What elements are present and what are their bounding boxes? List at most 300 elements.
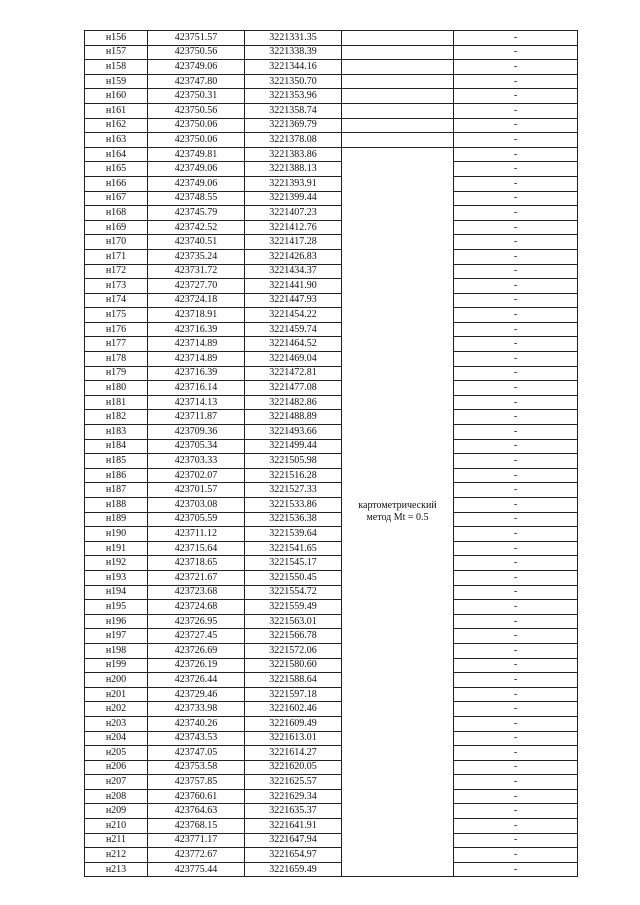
error-cell: - (454, 45, 578, 60)
error-cell: - (454, 498, 578, 513)
table-row (85, 673, 578, 688)
x-coordinate-cell: 423771.17 (148, 833, 245, 848)
point-id-cell: н186 (85, 468, 148, 483)
table-row (85, 103, 578, 118)
y-coordinate-cell: 3221407.23 (245, 206, 342, 221)
error-cell: - (454, 103, 578, 118)
y-coordinate-cell: 3221383.86 (245, 147, 342, 162)
error-cell: - (454, 702, 578, 717)
table-row (85, 658, 578, 673)
x-coordinate-cell: 423733.98 (148, 702, 245, 717)
x-coordinate-cell: 423735.24 (148, 249, 245, 264)
error-cell: - (454, 760, 578, 775)
table-row (85, 556, 578, 571)
x-coordinate-cell: 423702.07 (148, 468, 245, 483)
point-id-cell: н203 (85, 716, 148, 731)
point-id-cell: н200 (85, 673, 148, 688)
table-row (85, 147, 578, 162)
table-row (85, 162, 578, 177)
table-row (85, 731, 578, 746)
point-id-cell: н157 (85, 45, 148, 60)
table-row (85, 206, 578, 221)
point-id-cell: н180 (85, 381, 148, 396)
x-coordinate-cell: 423714.13 (148, 395, 245, 410)
error-cell: - (454, 833, 578, 848)
error-cell: - (454, 147, 578, 162)
error-cell: - (454, 614, 578, 629)
x-coordinate-cell: 423726.69 (148, 643, 245, 658)
error-cell: - (454, 658, 578, 673)
y-coordinate-cell: 3221654.97 (245, 848, 342, 863)
y-coordinate-cell: 3221399.44 (245, 191, 342, 206)
y-coordinate-cell: 3221426.83 (245, 249, 342, 264)
point-id-cell: н173 (85, 279, 148, 294)
point-id-cell: н207 (85, 775, 148, 790)
error-cell: - (454, 220, 578, 235)
x-coordinate-cell: 423718.91 (148, 308, 245, 323)
x-coordinate-cell: 423760.61 (148, 789, 245, 804)
table-row (85, 819, 578, 834)
point-id-cell: н211 (85, 833, 148, 848)
x-coordinate-cell: 423740.51 (148, 235, 245, 250)
table-row (85, 176, 578, 191)
y-coordinate-cell: 3221412.76 (245, 220, 342, 235)
table-row (85, 293, 578, 308)
point-id-cell: н176 (85, 322, 148, 337)
y-coordinate-cell: 3221472.81 (245, 366, 342, 381)
y-coordinate-cell: 3221493.66 (245, 425, 342, 440)
table-row (85, 425, 578, 440)
y-coordinate-cell: 3221659.49 (245, 862, 342, 877)
error-cell: - (454, 162, 578, 177)
error-cell: - (454, 60, 578, 75)
x-coordinate-cell: 423772.67 (148, 848, 245, 863)
y-coordinate-cell: 3221635.37 (245, 804, 342, 819)
x-coordinate-cell: 423745.79 (148, 206, 245, 221)
point-id-cell: н199 (85, 658, 148, 673)
y-coordinate-cell: 3221516.28 (245, 468, 342, 483)
table-row (85, 498, 578, 513)
table-row (85, 862, 578, 877)
y-coordinate-cell: 3221331.35 (245, 31, 342, 46)
error-cell: - (454, 89, 578, 104)
error-cell: - (454, 352, 578, 367)
point-id-cell: н174 (85, 293, 148, 308)
x-coordinate-cell: 423749.06 (148, 60, 245, 75)
y-coordinate-cell: 3221464.52 (245, 337, 342, 352)
error-cell: - (454, 381, 578, 396)
error-cell: - (454, 410, 578, 425)
y-coordinate-cell: 3221505.98 (245, 454, 342, 469)
error-cell: - (454, 585, 578, 600)
x-coordinate-cell: 423727.70 (148, 279, 245, 294)
table-row (85, 716, 578, 731)
table-row (85, 337, 578, 352)
table-row (85, 468, 578, 483)
method-cell (342, 103, 454, 118)
x-coordinate-cell: 423743.53 (148, 731, 245, 746)
y-coordinate-cell: 3221338.39 (245, 45, 342, 60)
y-coordinate-cell: 3221454.22 (245, 308, 342, 323)
table-row (85, 118, 578, 133)
y-coordinate-cell: 3221580.60 (245, 658, 342, 673)
table-row (85, 249, 578, 264)
point-id-cell: н184 (85, 439, 148, 454)
point-id-cell: н178 (85, 352, 148, 367)
error-cell: - (454, 673, 578, 688)
x-coordinate-cell: 423747.80 (148, 74, 245, 89)
y-coordinate-cell: 3221353.96 (245, 89, 342, 104)
point-id-cell: н156 (85, 31, 148, 46)
y-coordinate-cell: 3221527.33 (245, 483, 342, 498)
x-coordinate-cell: 423764.63 (148, 804, 245, 819)
table-row (85, 746, 578, 761)
error-cell: - (454, 541, 578, 556)
y-coordinate-cell: 3221344.16 (245, 60, 342, 75)
y-coordinate-cell: 3221545.17 (245, 556, 342, 571)
x-coordinate-cell: 423711.12 (148, 527, 245, 542)
coordinates-table (84, 30, 578, 877)
x-coordinate-cell: 423742.52 (148, 220, 245, 235)
error-cell: - (454, 206, 578, 221)
y-coordinate-cell: 3221499.44 (245, 439, 342, 454)
error-cell: - (454, 687, 578, 702)
point-id-cell: н160 (85, 89, 148, 104)
point-id-cell: н171 (85, 249, 148, 264)
table-row (85, 133, 578, 148)
y-coordinate-cell: 3221550.45 (245, 570, 342, 585)
method-cell (342, 31, 454, 46)
x-coordinate-cell: 423703.08 (148, 498, 245, 513)
table-row (85, 381, 578, 396)
point-id-cell: н172 (85, 264, 148, 279)
error-cell: - (454, 395, 578, 410)
table-row (85, 848, 578, 863)
method-cell (342, 60, 454, 75)
table-row (85, 31, 578, 46)
x-coordinate-cell: 423726.19 (148, 658, 245, 673)
error-cell: - (454, 468, 578, 483)
error-cell: - (454, 789, 578, 804)
y-coordinate-cell: 3221563.01 (245, 614, 342, 629)
x-coordinate-cell: 423750.31 (148, 89, 245, 104)
point-id-cell: н205 (85, 746, 148, 761)
point-id-cell: н201 (85, 687, 148, 702)
x-coordinate-cell: 423716.14 (148, 381, 245, 396)
point-id-cell: н210 (85, 819, 148, 834)
x-coordinate-cell: 423750.06 (148, 133, 245, 148)
error-cell: - (454, 804, 578, 819)
y-coordinate-cell: 3221369.79 (245, 118, 342, 133)
point-id-cell: н168 (85, 206, 148, 221)
table-row (85, 191, 578, 206)
x-coordinate-cell: 423750.56 (148, 103, 245, 118)
table-row (85, 687, 578, 702)
point-id-cell: н170 (85, 235, 148, 250)
error-cell: - (454, 118, 578, 133)
table-row (85, 322, 578, 337)
table-row (85, 454, 578, 469)
error-cell: - (454, 439, 578, 454)
x-coordinate-cell: 423724.18 (148, 293, 245, 308)
y-coordinate-cell: 3221350.70 (245, 74, 342, 89)
table-row (85, 527, 578, 542)
point-id-cell: н182 (85, 410, 148, 425)
y-coordinate-cell: 3221566.78 (245, 629, 342, 644)
x-coordinate-cell: 423726.44 (148, 673, 245, 688)
error-cell: - (454, 527, 578, 542)
error-cell: - (454, 293, 578, 308)
point-id-cell: н204 (85, 731, 148, 746)
table-row (85, 643, 578, 658)
table-row (85, 45, 578, 60)
y-coordinate-cell: 3221609.49 (245, 716, 342, 731)
point-id-cell: н195 (85, 600, 148, 615)
error-cell: - (454, 308, 578, 323)
y-coordinate-cell: 3221417.28 (245, 235, 342, 250)
x-coordinate-cell: 423731.72 (148, 264, 245, 279)
x-coordinate-cell: 423749.06 (148, 176, 245, 191)
table-row (85, 235, 578, 250)
y-coordinate-cell: 3221469.04 (245, 352, 342, 367)
error-cell: - (454, 512, 578, 527)
error-cell: - (454, 337, 578, 352)
error-cell: - (454, 366, 578, 381)
error-cell: - (454, 483, 578, 498)
x-coordinate-cell: 423748.55 (148, 191, 245, 206)
x-coordinate-cell: 423716.39 (148, 322, 245, 337)
point-id-cell: н209 (85, 804, 148, 819)
y-coordinate-cell: 3221641.91 (245, 819, 342, 834)
table-row (85, 395, 578, 410)
table-row (85, 60, 578, 75)
error-cell: - (454, 600, 578, 615)
error-cell: - (454, 731, 578, 746)
error-cell: - (454, 249, 578, 264)
method-description-cell (342, 147, 454, 877)
method-line-1: картометрический (358, 500, 437, 512)
table-row (85, 629, 578, 644)
x-coordinate-cell: 423726.95 (148, 614, 245, 629)
error-cell: - (454, 643, 578, 658)
y-coordinate-cell: 3221588.64 (245, 673, 342, 688)
point-id-cell: н198 (85, 643, 148, 658)
y-coordinate-cell: 3221388.13 (245, 162, 342, 177)
point-id-cell: н164 (85, 147, 148, 162)
error-cell: - (454, 629, 578, 644)
coordinates-table-body (85, 31, 578, 877)
error-cell: - (454, 716, 578, 731)
x-coordinate-cell: 423750.56 (148, 45, 245, 60)
y-coordinate-cell: 3221441.90 (245, 279, 342, 294)
point-id-cell: н191 (85, 541, 148, 556)
y-coordinate-cell: 3221434.37 (245, 264, 342, 279)
table-row (85, 89, 578, 104)
point-id-cell: н188 (85, 498, 148, 513)
table-row (85, 541, 578, 556)
x-coordinate-cell: 423723.68 (148, 585, 245, 600)
table-row (85, 279, 578, 294)
table-row (85, 308, 578, 323)
y-coordinate-cell: 3221541.65 (245, 541, 342, 556)
y-coordinate-cell: 3221393.91 (245, 176, 342, 191)
point-id-cell: н185 (85, 454, 148, 469)
point-id-cell: н158 (85, 60, 148, 75)
error-cell: - (454, 176, 578, 191)
error-cell: - (454, 570, 578, 585)
x-coordinate-cell: 423740.26 (148, 716, 245, 731)
point-id-cell: н197 (85, 629, 148, 644)
y-coordinate-cell: 3221459.74 (245, 322, 342, 337)
x-coordinate-cell: 423721.67 (148, 570, 245, 585)
error-cell: - (454, 31, 578, 46)
y-coordinate-cell: 3221625.57 (245, 775, 342, 790)
y-coordinate-cell: 3221447.93 (245, 293, 342, 308)
x-coordinate-cell: 423714.89 (148, 352, 245, 367)
point-id-cell: н166 (85, 176, 148, 191)
point-id-cell: н167 (85, 191, 148, 206)
y-coordinate-cell: 3221614.27 (245, 746, 342, 761)
table-row (85, 789, 578, 804)
point-id-cell: н159 (85, 74, 148, 89)
y-coordinate-cell: 3221559.49 (245, 600, 342, 615)
x-coordinate-cell: 423753.58 (148, 760, 245, 775)
x-coordinate-cell: 423727.45 (148, 629, 245, 644)
point-id-cell: н181 (85, 395, 148, 410)
table-row (85, 220, 578, 235)
x-coordinate-cell: 423711.87 (148, 410, 245, 425)
point-id-cell: н190 (85, 527, 148, 542)
point-id-cell: н187 (85, 483, 148, 498)
table-row (85, 702, 578, 717)
x-coordinate-cell: 423705.59 (148, 512, 245, 527)
y-coordinate-cell: 3221629.34 (245, 789, 342, 804)
error-cell: - (454, 775, 578, 790)
x-coordinate-cell: 423747.05 (148, 746, 245, 761)
table-row (85, 483, 578, 498)
x-coordinate-cell: 423757.85 (148, 775, 245, 790)
x-coordinate-cell: 423750.06 (148, 118, 245, 133)
method-cell (342, 45, 454, 60)
table-row (85, 775, 578, 790)
table-row (85, 264, 578, 279)
table-row (85, 600, 578, 615)
y-coordinate-cell: 3221482.86 (245, 395, 342, 410)
method-cell (342, 118, 454, 133)
x-coordinate-cell: 423775.44 (148, 862, 245, 877)
point-id-cell: н196 (85, 614, 148, 629)
table-row (85, 585, 578, 600)
y-coordinate-cell: 3221539.64 (245, 527, 342, 542)
x-coordinate-cell: 423701.57 (148, 483, 245, 498)
y-coordinate-cell: 3221572.06 (245, 643, 342, 658)
x-coordinate-cell: 423715.64 (148, 541, 245, 556)
x-coordinate-cell: 423705.34 (148, 439, 245, 454)
point-id-cell: н208 (85, 789, 148, 804)
y-coordinate-cell: 3221554.72 (245, 585, 342, 600)
y-coordinate-cell: 3221536.38 (245, 512, 342, 527)
error-cell: - (454, 848, 578, 863)
error-cell: - (454, 425, 578, 440)
error-cell: - (454, 556, 578, 571)
point-id-cell: н169 (85, 220, 148, 235)
error-cell: - (454, 133, 578, 148)
point-id-cell: н162 (85, 118, 148, 133)
y-coordinate-cell: 3221477.08 (245, 381, 342, 396)
y-coordinate-cell: 3221597.18 (245, 687, 342, 702)
error-cell: - (454, 74, 578, 89)
x-coordinate-cell: 423718.65 (148, 556, 245, 571)
table-row (85, 804, 578, 819)
error-cell: - (454, 819, 578, 834)
method-cell (342, 133, 454, 148)
x-coordinate-cell: 423749.81 (148, 147, 245, 162)
point-id-cell: н194 (85, 585, 148, 600)
x-coordinate-cell: 423724.68 (148, 600, 245, 615)
x-coordinate-cell: 423716.39 (148, 366, 245, 381)
table-row (85, 512, 578, 527)
error-cell: - (454, 235, 578, 250)
x-coordinate-cell: 423703.33 (148, 454, 245, 469)
x-coordinate-cell: 423751.57 (148, 31, 245, 46)
point-id-cell: н175 (85, 308, 148, 323)
method-cell (342, 89, 454, 104)
table-row (85, 352, 578, 367)
table-row (85, 570, 578, 585)
point-id-cell: н161 (85, 103, 148, 118)
point-id-cell: н189 (85, 512, 148, 527)
method-line-2: метод Mt = 0.5 (366, 512, 429, 524)
error-cell: - (454, 746, 578, 761)
table-row (85, 439, 578, 454)
point-id-cell: н165 (85, 162, 148, 177)
point-id-cell: н193 (85, 570, 148, 585)
point-id-cell: н213 (85, 862, 148, 877)
error-cell: - (454, 454, 578, 469)
point-id-cell: н202 (85, 702, 148, 717)
x-coordinate-cell: 423729.46 (148, 687, 245, 702)
x-coordinate-cell: 423768.15 (148, 819, 245, 834)
y-coordinate-cell: 3221488.89 (245, 410, 342, 425)
y-coordinate-cell: 3221358.74 (245, 103, 342, 118)
table-row (85, 760, 578, 775)
error-cell: - (454, 191, 578, 206)
error-cell: - (454, 264, 578, 279)
point-id-cell: н177 (85, 337, 148, 352)
table-row (85, 614, 578, 629)
point-id-cell: н183 (85, 425, 148, 440)
y-coordinate-cell: 3221602.46 (245, 702, 342, 717)
point-id-cell: н163 (85, 133, 148, 148)
error-cell: - (454, 322, 578, 337)
table-row (85, 74, 578, 89)
y-coordinate-cell: 3221533.86 (245, 498, 342, 513)
y-coordinate-cell: 3221613.01 (245, 731, 342, 746)
table-row (85, 366, 578, 381)
error-cell: - (454, 862, 578, 877)
y-coordinate-cell: 3221647.94 (245, 833, 342, 848)
point-id-cell: н179 (85, 366, 148, 381)
point-id-cell: н206 (85, 760, 148, 775)
point-id-cell: н192 (85, 556, 148, 571)
point-id-cell: н212 (85, 848, 148, 863)
y-coordinate-cell: 3221620.05 (245, 760, 342, 775)
error-cell: - (454, 279, 578, 294)
x-coordinate-cell: 423709.36 (148, 425, 245, 440)
table-row (85, 410, 578, 425)
x-coordinate-cell: 423714.89 (148, 337, 245, 352)
y-coordinate-cell: 3221378.08 (245, 133, 342, 148)
